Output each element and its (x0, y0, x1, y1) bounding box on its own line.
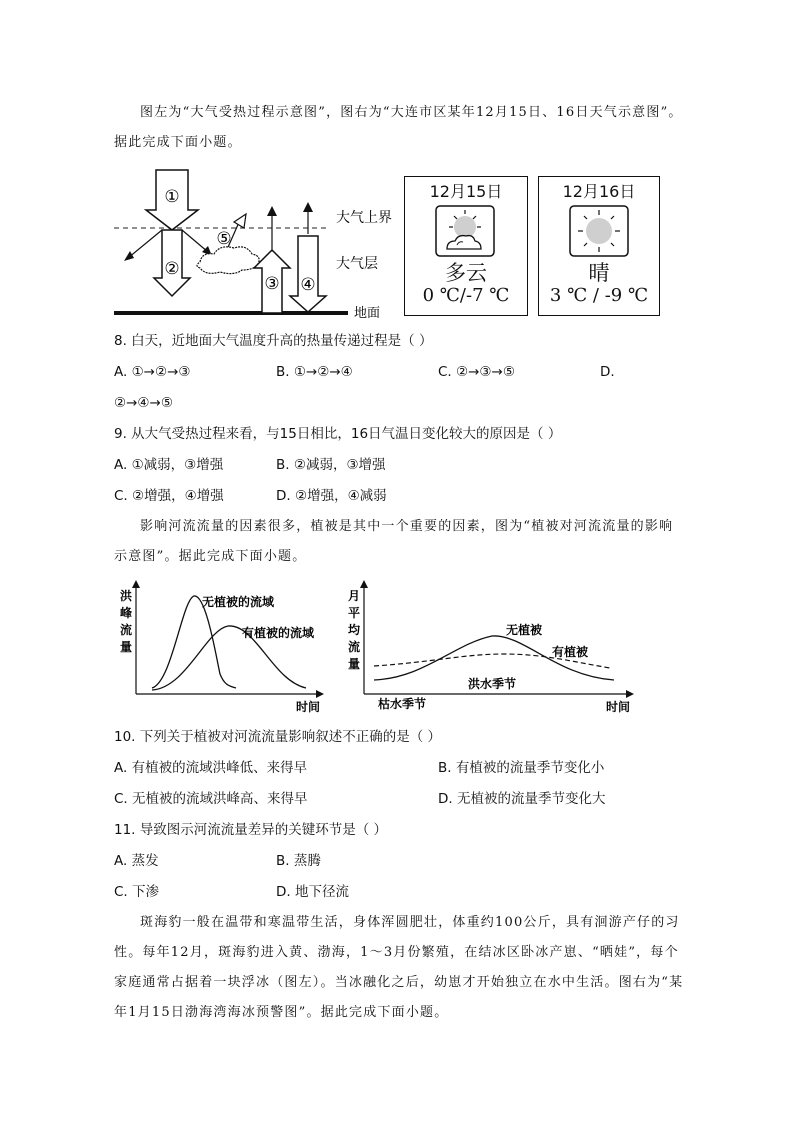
weather-card-15 (404, 176, 528, 316)
label-atmosphere: 大气层 (336, 256, 378, 272)
passage3-line4: 年1月15日渤海湾海冰预警图”。据此完成下面小题。 (114, 1005, 449, 1020)
label-ground: 地面 (354, 306, 381, 321)
q11-option-b: B. 蒸腾 (276, 853, 321, 869)
weather-card-16 (538, 176, 660, 316)
passage3-line2: 性。每年12月，斑海豹进入黄、渤海，1～3月份繁殖，在结冰区卧冰产崽、“晒娃”，每个 (114, 945, 679, 960)
ylabel-char: 均 (348, 623, 361, 637)
ylabel-char: 流 (348, 640, 361, 654)
label-top-boundary: 大气上界 (336, 210, 392, 226)
sunny-icon (569, 205, 629, 257)
date-16: 12月16日 (562, 182, 636, 201)
flood-peak-chart (116, 580, 326, 715)
cloudy-icon (435, 205, 495, 257)
q9-option-a: A. ①减弱，③增强 (114, 457, 224, 473)
ylabel-char: 平 (348, 606, 361, 620)
q11-option-a: A. 蒸发 (114, 853, 159, 869)
label-no-vegetation: 无植被的流域 (202, 595, 275, 609)
atmosphere-heating-diagram (100, 162, 410, 324)
label-flood-season: 洪水季节 (468, 677, 517, 691)
xlabel: 时间 (296, 700, 321, 714)
passage1-line1: 图左为“大气受热过程示意图”，图右为“大连市区某年12月15日、16日天气示意图”。 (140, 105, 683, 120)
monthly-flow-chart (344, 580, 636, 715)
arrow-5-reflect (234, 214, 246, 228)
q9-option-d: D. ②增强，④减弱 (276, 488, 387, 504)
q10-option-d: D. 无植被的流量季节变化大 (438, 791, 606, 807)
temp-15: 0 ℃/-7 ℃ (422, 285, 510, 306)
q9-option-c: C. ②增强，④增强 (114, 488, 224, 504)
label-2: ② (164, 259, 180, 279)
label-3: ③ (264, 274, 280, 294)
date-15: 12月15日 (429, 182, 503, 201)
ylabel-char: 量 (348, 657, 361, 671)
label-dry-season: 枯水季节 (378, 697, 427, 711)
passage3-line3: 家庭通常占据着一块浮冰（图左）。当冰融化之后，幼崽才开始独立在水中生活。图右为“某 (114, 975, 684, 990)
q8-stem: 8. 白天，近地面大气温度升高的热量传递过程是（ ） (114, 333, 433, 349)
q8-option-a: A. ①→②→③ (114, 364, 191, 380)
label-no-vegetation: 无植被 (506, 623, 543, 637)
q11-option-c: C. 下渗 (114, 884, 160, 900)
curve-no-vegetation (152, 596, 236, 688)
ylabel-char: 流 (120, 623, 133, 637)
q8-option-b: B. ①→②→④ (276, 364, 353, 380)
q8-option-d: D. (600, 364, 615, 380)
passage2-line2: 示意图”。据此完成下面小题。 (114, 549, 307, 564)
ylabel-char: 月 (348, 589, 361, 603)
ylabel-char: 量 (120, 640, 133, 654)
reflect-left (128, 230, 162, 258)
label-with-vegetation: 有植被的流域 (242, 626, 315, 640)
label-5: ⑤ (216, 229, 232, 249)
label-4: ④ (300, 275, 316, 295)
q10-option-b: B. 有植被的流量季节变化小 (438, 760, 605, 776)
passage3-line1: 斑海豹一般在温带和寒温带生活，身体浑圆肥壮，体重约100公斤，具有洄游产仔的习 (140, 915, 680, 930)
q11-stem: 11. 导致图示河流流量差异的关键环节是（ ） (114, 822, 388, 838)
q11-option-d: D. 地下径流 (276, 884, 349, 900)
xlabel: 时间 (606, 700, 631, 714)
reflect-right (182, 230, 208, 252)
ylabel-char: 峰 (120, 606, 133, 620)
temp-16: 3 ℃ / -9 ℃ (549, 285, 649, 306)
label-with-vegetation: 有植被 (552, 645, 589, 659)
weather-15: 多云 (445, 261, 487, 285)
passage1-line2: 据此完成下面小题。 (114, 135, 242, 150)
q9-option-b: B. ②减弱，③增强 (276, 457, 386, 473)
q8-option-d-text: ②→④→⑤ (114, 395, 173, 411)
passage2-line1: 影响河流流量的因素很多，植被是其中一个重要的因素，图为“植被对河流流量的影响 (140, 519, 674, 534)
arrow-4-counter (290, 236, 326, 312)
weather-16: 晴 (588, 261, 610, 285)
q10-stem: 10. 下列关于植被对河流流量影响叙述不正确的是（ ） (114, 729, 442, 745)
q9-stem: 9. 从大气受热过程来看，与15日相比，16日气温日变化较大的原因是（ ） (114, 426, 562, 442)
q10-option-c: C. 无植被的流域洪峰高、来得早 (114, 791, 308, 807)
ylabel-char: 洪 (120, 589, 133, 603)
q8-option-c: C. ②→③→⑤ (438, 364, 515, 380)
label-1: ① (164, 187, 180, 207)
q10-option-a: A. 有植被的流域洪峰低、来得早 (114, 760, 308, 776)
